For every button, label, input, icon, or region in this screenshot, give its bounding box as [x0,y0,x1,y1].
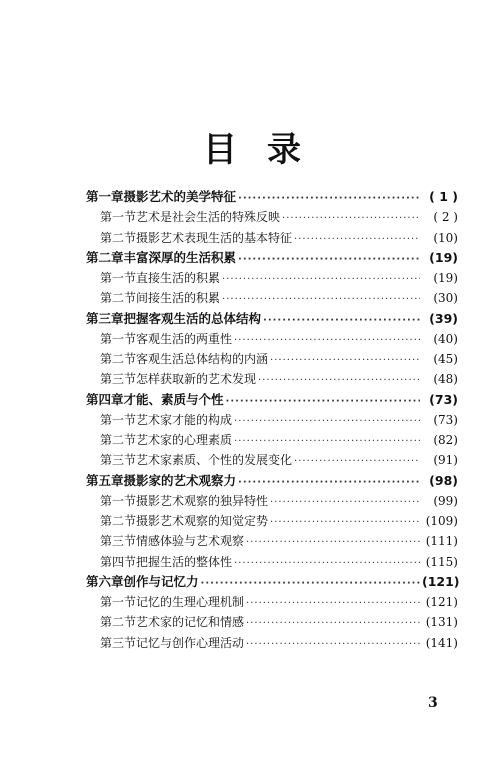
toc-entry-page: (48) [433,372,458,387]
toc-entry-page: (73) [433,412,458,427]
toc-section-row [86,369,458,389]
toc-section-row [86,633,458,653]
toc-entry-title: 摄影家的艺术观察力 [123,472,237,488]
toc-entry-title: 客观生活总体结构的内涵 [136,352,269,366]
toc-entry-page: (45) [433,352,458,366]
toc-entry-number: 第三章 [86,310,124,326]
toc-entry-title: 摄影艺术观察的独异特性 [136,493,269,508]
toc-entry-title: 艺术家的心理素质 [136,433,233,447]
toc-chapter-row [86,248,458,268]
toc-entry-page: (111) [425,534,458,549]
toc-entry-page: (131) [425,615,458,630]
toc-section-row [86,592,458,612]
dot-leader [234,432,420,452]
toc-entry-page: (73) [429,391,458,407]
dot-leader [270,493,420,513]
dot-leader [222,290,420,310]
toc-entry-number: 第三节 [100,372,137,387]
toc-section-row [86,349,458,369]
toc-chapter-row [86,309,458,329]
toc-entry-title: 摄影艺术的美学特征 [123,189,237,204]
toc-entry-page: (98) [429,472,458,488]
toc-entry-page: (40) [433,331,458,346]
dot-leader [222,270,420,290]
toc-entry-number: 第二节 [100,514,137,528]
dot-leader [234,554,420,574]
toc-entry-number: 第四章 [86,391,124,407]
toc-entry-title: 才能、素质与个性 [123,391,224,407]
toc-entry-title: 把握生活的整体性 [136,554,233,569]
toc-section-row [86,288,458,308]
toc-section-row [86,531,458,551]
table-of-contents [86,187,458,653]
toc-entry-number: 第三节 [100,534,137,549]
page-title: 目录 [203,130,331,170]
toc-entry-number: 第二章 [86,249,124,265]
toc-entry-title: 记忆与创作心理活动 [136,635,245,650]
dot-leader [238,250,420,270]
toc-entry-number: 第二节 [100,433,137,447]
dot-leader [238,473,420,493]
toc-entry-title: 艺术家才能的构成 [136,412,233,427]
toc-entry-page: (141) [425,635,458,650]
dot-leader [246,594,420,614]
toc-section-row [86,430,458,450]
toc-entry-number: 第三节 [100,453,137,468]
toc-entry-number: 第六章 [86,573,124,589]
toc-section-row [86,511,458,531]
dot-leader [201,574,420,594]
dot-leader [246,614,420,634]
toc-chapter-row [86,471,458,491]
toc-entry-title: 摄影艺术观察的知觉定势 [136,514,269,528]
dot-leader [263,311,420,331]
toc-entry-number: 第一节 [100,412,137,427]
toc-entry-number: 第一节 [100,271,137,285]
dot-leader [294,230,420,250]
toc-entry-page: (10) [433,230,458,245]
toc-section-row [86,207,458,227]
dot-leader [270,513,420,533]
toc-entry-title: 直接生活的积累 [136,271,221,285]
toc-entry-number: 第一章 [86,189,124,204]
toc-entry-page: ( 1 ) [429,189,458,204]
toc-entry-title: 记忆的生理心理机制 [136,595,245,609]
toc-entry-title: 创作与记忆力 [123,573,199,589]
toc-entry-page: ( 2 ) [433,210,458,225]
toc-entry-page: (39) [429,310,458,326]
toc-entry-title: 把握客观生活的总体结构 [123,310,262,326]
toc-entry-page: (91) [433,453,458,468]
toc-entry-number: 第一节 [100,210,137,225]
toc-entry-title: 怎样获取新的艺术发现 [136,372,257,387]
toc-entry-page: (115) [425,554,458,569]
dot-leader [294,452,420,472]
toc-entry-title: 艺术是社会生活的特殊反映 [136,210,281,225]
dot-leader [246,635,420,655]
toc-section-row [86,450,458,470]
toc-entry-title: 摄影艺术表现生活的基本特征 [136,230,293,245]
dot-leader [238,189,420,209]
toc-entry-title: 艺术家的记忆和情感 [136,615,245,630]
dot-leader [234,331,420,351]
toc-entry-number: 第一节 [100,493,137,508]
toc-entry-title: 艺术家素质、个性的发展变化 [136,453,293,468]
toc-entry-page: (19) [429,249,458,265]
toc-entry-number: 第二节 [100,291,137,306]
toc-section-row [86,329,458,349]
toc-entry-page: (121) [422,573,460,589]
page-number: 3 [428,695,438,711]
dot-leader [282,209,420,229]
dot-leader [270,351,420,371]
toc-section-row [86,612,458,632]
toc-entry-number: 第二节 [100,230,137,245]
toc-entry-page: (19) [433,271,458,285]
toc-section-row [86,268,458,288]
toc-entry-page: (30) [433,291,458,306]
dot-leader [258,371,420,391]
toc-entry-page: (121) [425,595,458,609]
toc-entry-title: 丰富深厚的生活积累 [123,249,237,265]
toc-entry-page: (82) [433,433,458,447]
toc-entry-title: 间接生活的积累 [136,291,221,306]
toc-entry-title: 客观生活的两重性 [136,331,233,346]
toc-entry-number: 第一节 [100,595,137,609]
toc-section-row [86,410,458,430]
toc-entry-number: 第一节 [100,331,137,346]
toc-chapter-row [86,390,458,410]
toc-section-row [86,552,458,572]
toc-entry-number: 第三节 [100,635,137,650]
toc-entry-title: 情感体验与艺术观察 [136,534,245,549]
toc-entry-number: 第二节 [100,615,137,630]
toc-entry-number: 第二节 [100,352,137,366]
toc-chapter-row [86,187,458,207]
toc-chapter-row [86,572,458,592]
toc-section-row [86,491,458,511]
toc-entry-page: (109) [425,514,458,528]
toc-section-row [86,228,458,248]
toc-entry-number: 第四节 [100,554,137,569]
dot-leader [246,533,420,553]
dot-leader [226,392,420,412]
toc-entry-page: (99) [433,493,458,508]
dot-leader [234,412,420,432]
toc-entry-number: 第五章 [86,472,124,488]
